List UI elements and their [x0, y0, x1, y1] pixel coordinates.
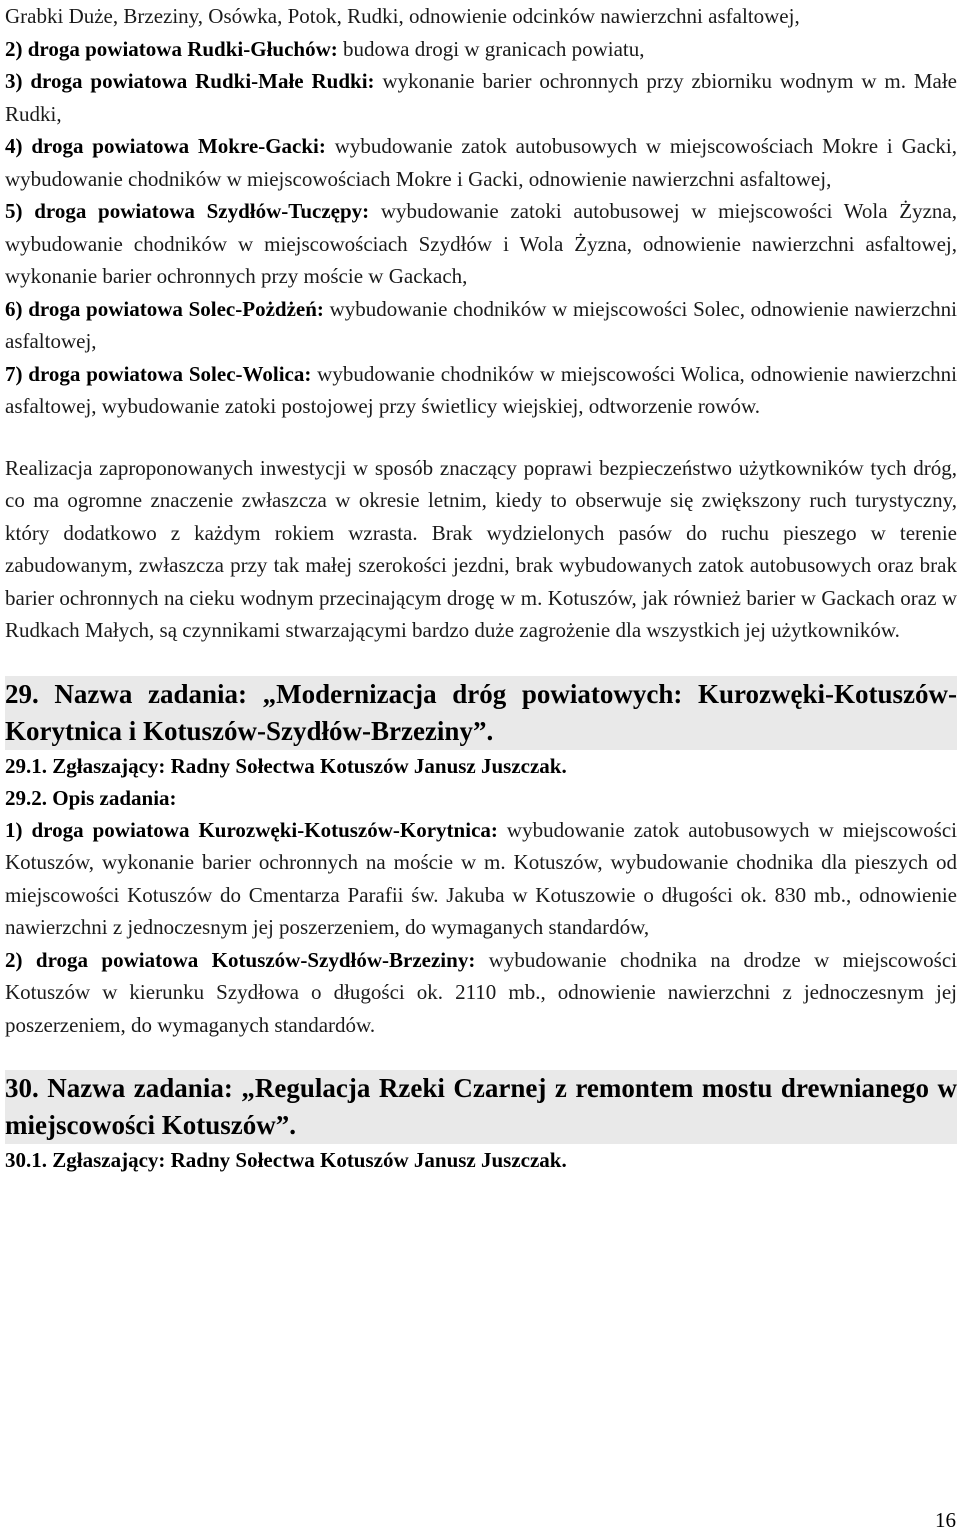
- item-text: wybudowanie zatok autobusowych w miejscowości Kotuszów, wykonanie barier ochronnych na moście w m. Kotuszów, wybudowanie chodnika dla pieszych od miejscowości Kotuszów do Cmentarza Parafii św. Jakuba w Kotuszowie o długości ok. 830 mb., odnowienie nawierzchni z jednoczesnym jej poszerzeniem, do wymaganych standardów,: [5, 817, 958, 939]
- section-29-submitter: 29.1. Zgłaszający: Radny Sołectwa Kotuszów Janusz Juszczak.: [5, 753, 567, 778]
- section-30-heading: 30. Nazwa zadania: „Regulacja Rzeki Czarnej z remontem mostu drewnianego w miejscowości Kotuszów”.: [5, 1070, 957, 1144]
- item-label: 1) droga powiatowa Kurozwęki-Kotuszów-Korytnica:: [5, 817, 498, 842]
- section-29-item-2: [5, 944, 957, 1042]
- spacer: [5, 1041, 957, 1070]
- item-label: 2) droga powiatowa Kotuszów-Szydłów-Brzeziny:: [5, 947, 476, 972]
- item-text: Grabki Duże, Brzeziny, Osówka, Potok, Rudki, odnowienie odcinków nawierzchni asfaltowej,: [5, 4, 800, 28]
- road-list-item-7: [5, 358, 957, 423]
- page-number: 16: [935, 1508, 956, 1532]
- item-label: 7) droga powiatowa Solec-Wolica:: [5, 361, 312, 386]
- road-list-item-6: [5, 293, 957, 358]
- road-list-item-5: [5, 195, 957, 293]
- item-text: wybudowanie chodnika na drodze w miejscowości Kotuszów w kierunku Szydłowa o długości ok. 2110 mb., odnowienie nawierzchni z jednoczesnym jej poszerzeniem, do wymaganych standardów.: [5, 947, 957, 1037]
- section-29-item-1: [5, 814, 957, 944]
- road-list-item-4: [5, 130, 957, 195]
- item-label: 6) droga powiatowa Solec-Pożdżeń:: [5, 296, 324, 321]
- rationale-paragraph: Realizacja zaproponowanych inwestycji w sposób znaczący poprawi bezpieczeństwo użytkowników tych dróg, co ma ogromne znaczenie zwłaszcza w okresie letnim, kiedy to obserwuje się zwiększony ruch turystyczny, który dodatkowo z każdym rokiem wzrasta. Brak wydzielonych pasów do ruchu pieszego w terenie zabudowanym, zwłaszcza przy tak małej szerokości jezdni, brak wybudowanych zatok autobusowych oraz brak barier ochronnych na cieku wodnym przecinającym drogę w m. Kotuszów, jak również barier w Gackach oraz w Rudkach Małych, są czynnikami stwarzającymi bardzo duże zagrożenie dla wszystkich jej użytkowników.: [5, 455, 957, 642]
- item-text: wykonanie barier ochronnych przy zbiorniku wodnym w m. Małe Rudki,: [5, 69, 958, 126]
- spacer: [5, 647, 957, 676]
- item-text: wybudowanie zatoki autobusowej w miejscowości Wola Żyzna, wybudowanie chodników w miejscowościach Szydłów i Wola Żyzna, odnowienie nawierzchni asfaltowej, wykonanie barier ochronnych przy moście w Gackach,: [5, 199, 957, 288]
- road-list-item-1: [5, 0, 957, 33]
- section-29-heading: 29. Nazwa zadania: „Modernizacja dróg powiatowych: Kurozwęki-Kotuszów-Korytnica i Kotuszów-Szydłów-Brzeziny”.: [5, 676, 957, 750]
- item-text: wybudowanie chodników w miejscowości Solec, odnowienie nawierzchni asfaltowej,: [5, 296, 957, 353]
- item-text: wybudowanie chodników w miejscowości Wolica, odnowienie nawierzchni asfaltowej, wybudowanie zatoki postojowej przy świetlicy wiejskiej, odtworzenie rowów.: [5, 361, 957, 418]
- section-29-description-label: 29.2. Opis zadania:: [5, 785, 177, 810]
- item-label: 3) droga powiatowa Rudki-Małe Rudki:: [5, 69, 375, 93]
- item-label: 5) droga powiatowa Szydłów-Tuczępy:: [5, 199, 370, 223]
- item-text: budowa drogi w granicach powiatu,: [337, 36, 645, 61]
- road-list-item-3: [5, 65, 957, 130]
- spacer: [5, 423, 957, 452]
- item-label: 4) droga powiatowa Mokre-Gacki:: [5, 134, 326, 158]
- item-text: wybudowanie zatok autobusowych w miejscowościach Mokre i Gacki, wybudowanie chodników w miejscowościach Mokre i Gacki, odnowienie nawierzchni asfaltowej,: [5, 134, 957, 191]
- item-label: 2) droga powiatowa Rudki-Głuchów:: [5, 36, 338, 61]
- section-30-submitter: 30.1. Zgłaszający: Radny Sołectwa Kotuszów Janusz Juszczak.: [5, 1148, 567, 1172]
- road-list-item-2: [5, 33, 957, 66]
- document-page: [5, 0, 957, 1176]
